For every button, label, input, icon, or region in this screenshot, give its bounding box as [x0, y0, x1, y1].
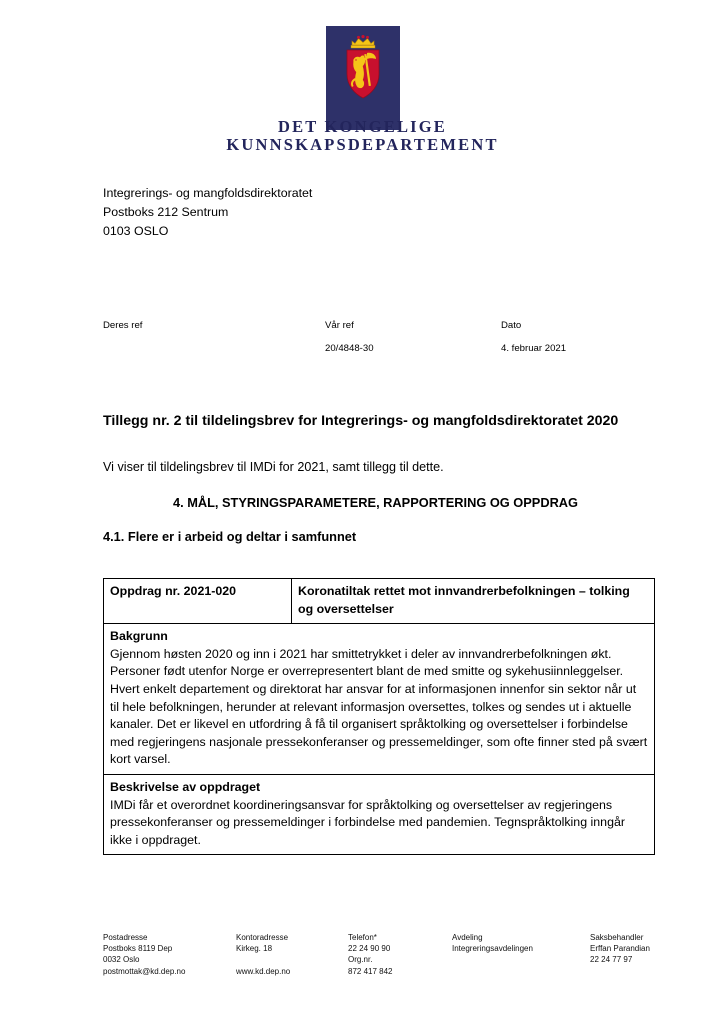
footer-postadresse-line2: Postboks 8119 Dep: [103, 944, 173, 954]
section-heading: 4. MÅL, STYRINGSPARAMETERE, RAPPORTERING OG OPPDRAG: [172, 495, 579, 510]
crest-shield-svg: [337, 34, 389, 104]
table-row-beskrivelse: [104, 774, 655, 854]
dato-column: [501, 316, 566, 358]
intro-paragraph: Vi viser til tildelingsbrev til IMDi for 2021, samt tillegg til dette.: [103, 460, 444, 474]
bakgrunn-title: Bakgrunn: [110, 629, 168, 644]
footer-avdeling-label: Avdeling: [452, 933, 483, 942]
var-ref-label: Vår ref: [325, 320, 354, 331]
footer-orgnr-value: 872 417 842: [348, 966, 393, 976]
oppdrag-table: [103, 578, 655, 855]
footer-postadresse: [103, 932, 185, 977]
dato-value: 4. februar 2021: [501, 343, 567, 354]
var-ref-column: [325, 316, 374, 358]
bakgrunn-text: Gjennom høsten 2020 og inn i 2021 har smittetrykket i deler av innvandrerbefolkningen økt. Personer født utenfor Norge er overrepresentert blant de med smitte og sykehusiinnleggelser. Hvert enkelt departement og direktorat har ansvar for at informasjonen innenfor sin sektor når ut til hele befolkningen, herunder at relevant informasjon oversettes, tolkes og sendes ut i aktuelle kanaler. Det er likevel en utfordring å få til organisert språktolking og oversettelser i forbindelse med regjeringens nasjonale pressekonferanser og pressemeldinger, som ofte finner sted på svært kort varsel.: [110, 646, 648, 767]
footer-website[interactable]: www.kd.dep.no: [236, 966, 291, 976]
table-row-header: [104, 579, 655, 624]
logo-line-1: DET KONGELIGE: [277, 117, 448, 136]
footer-saksbehandler-name: Erffan Parandian: [590, 944, 650, 954]
footer-kontoradresse-label: Kontoradresse: [236, 933, 289, 942]
deres-ref-label: Deres ref: [103, 320, 143, 331]
footer-kontoradresse-line2: Kirkeg. 18: [236, 944, 273, 954]
footer-saksbehandler-phone: 22 24 77 97: [590, 955, 633, 965]
footer-kontoradresse-line3: [236, 954, 290, 965]
table-row-bakgrunn: [104, 624, 655, 775]
ministry-logo-text: [0, 118, 725, 155]
footer-kontoradresse: [236, 932, 290, 977]
beskrivelse-text: IMDi får et overordnet koordineringsansvar for språktolking og oversettelser av regjeringens pressekonferanser og pressemeldinger i forbindelse med pandemien. Tegnspråktolking inngår ikke i oppdraget.: [110, 797, 625, 847]
document-title: Tillegg nr. 2 til tildelingsbrev for Integrerings- og mangfoldsdirektoratet 2020: [103, 413, 619, 429]
footer-email[interactable]: postmottak@kd.dep.no: [103, 966, 186, 976]
footer-avdeling: [452, 932, 533, 954]
footer-postadresse-line3: 0032 Oslo: [103, 955, 140, 965]
address-line-3: 0103 OSLO: [103, 224, 169, 238]
oppdrag-title-cell: Koronatiltak rettet mot innvandrerbefolkningen – tolking og oversettelser: [292, 579, 655, 624]
beskrivelse-title: Beskrivelse av oppdraget: [110, 779, 261, 794]
var-ref-value: 20/4848-30: [325, 343, 374, 354]
footer-saksbehandler: [590, 932, 650, 966]
footer-telefon: [348, 932, 393, 977]
footer-saksbehandler-label: Saksbehandler: [590, 933, 644, 942]
footer-telefon-number: 22 24 90 90: [348, 944, 391, 954]
footer-orgnr-label: Org.nr.: [348, 955, 373, 965]
coat-of-arms-icon: [326, 26, 400, 130]
dato-label: Dato: [501, 320, 522, 331]
address-line-2: Postboks 212 Sentrum: [103, 205, 229, 219]
beskrivelse-cell: [104, 774, 655, 854]
subsection-heading: 4.1. Flere er i arbeid og deltar i samfunnet: [103, 529, 357, 544]
footer-telefon-label: Telefon*: [348, 933, 377, 942]
logo-line-2: KUNNSKAPSDEPARTEMENT: [226, 135, 499, 155]
bakgrunn-cell: [104, 624, 655, 775]
footer-avdeling-value: Integreringsavdelingen: [452, 944, 533, 954]
recipient-address: [103, 184, 312, 241]
oppdrag-number-cell: Oppdrag nr. 2021-020: [104, 579, 292, 624]
deres-ref-column: [103, 316, 142, 339]
ministry-logo: [0, 26, 725, 155]
footer-postadresse-label: Postadresse: [103, 933, 148, 942]
address-line-1: Integrerings- og mangfoldsdirektoratet: [103, 186, 313, 200]
